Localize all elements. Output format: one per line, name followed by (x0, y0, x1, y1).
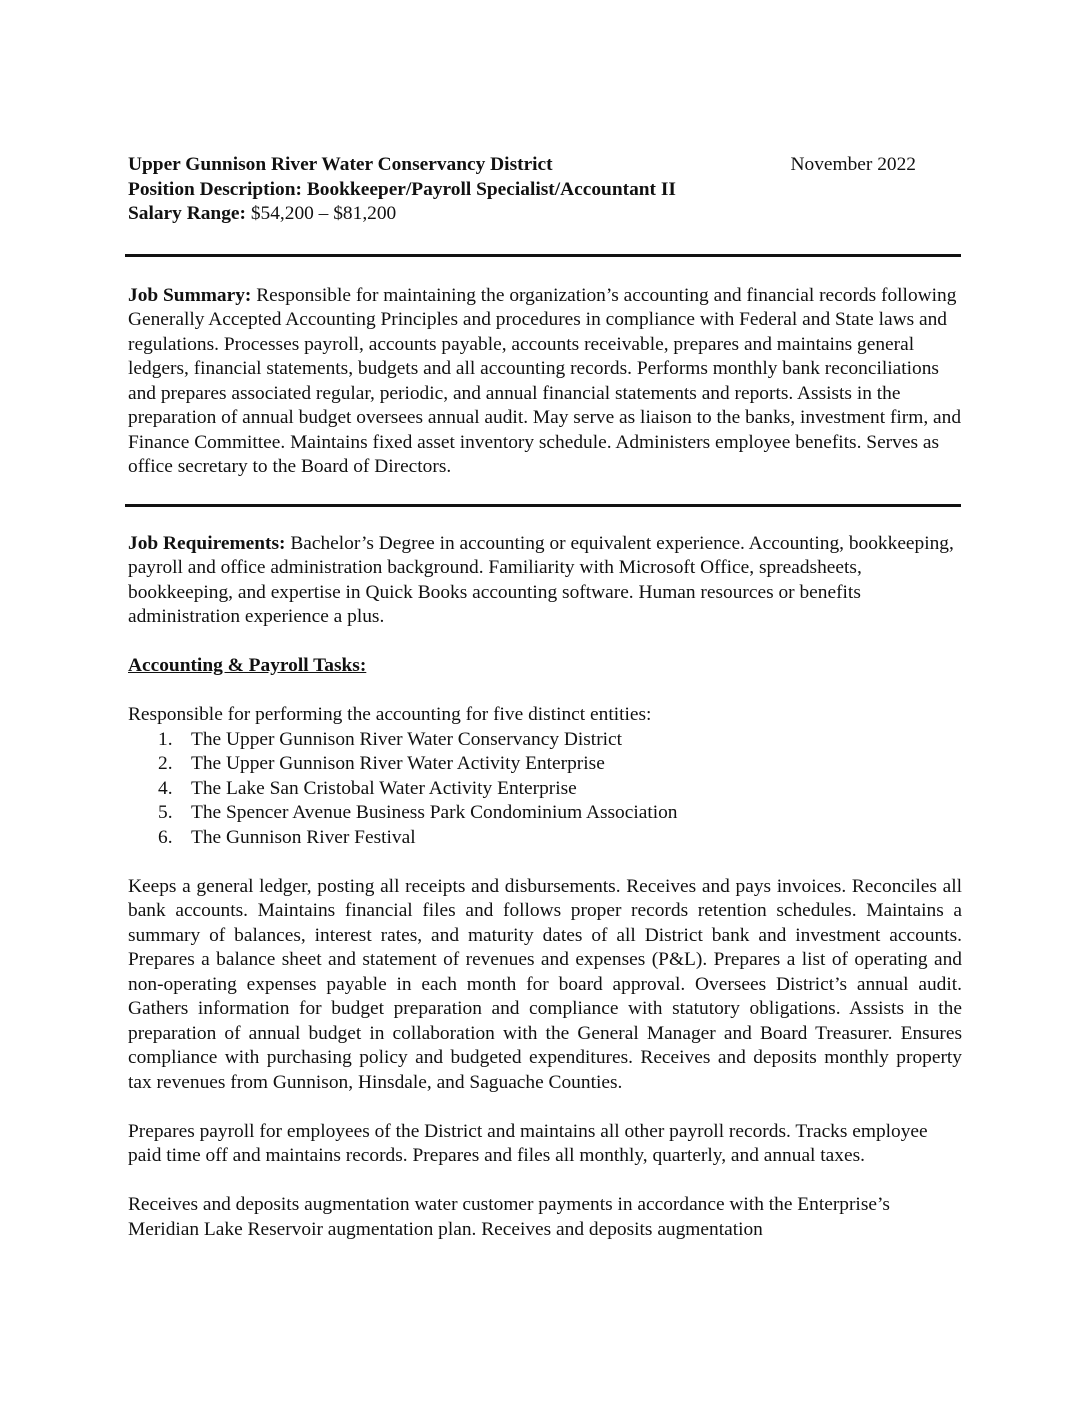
list-item-number: 6. (158, 826, 173, 848)
document-date: November 2022 (790, 154, 916, 175)
header-organization-line (128, 153, 962, 178)
document-page (128, 153, 962, 1242)
divider-rule (125, 254, 961, 257)
list-item-number: 2. (158, 753, 173, 774)
list-item (128, 801, 962, 826)
list-item (128, 777, 962, 802)
ledger-paragraph: Keeps a general ledger, posting all receipts and disbursements. Receives and pays invoices. Reconciles all bank accounts. Maintains financial files and follows proper records retention schedules. Maintains a summary of balances, interest rates, and maturity dates of all District bank and investment accounts. Prepares a balance sheet and statement of revenues and expenses (P&L). Prepares a list of operating and non-operating expenses payable in each month for board approval. Oversees District’s annual audit. Gathers information for budget preparation and compliance with statutory obligations. Assists in the preparation of annual budget in collaboration with the General Manager and Board Treasurer. Ensures compliance with purchasing policy and budgeted expenditures. Receives and deposits monthly property tax revenues from Gunnison, Hinsdale, and Saguache Counties. (128, 875, 962, 1093)
list-item (128, 728, 962, 753)
salary-label: Salary Range: (128, 203, 246, 224)
list-item-text: The Upper Gunnison River Water Activity Enterprise (191, 753, 605, 774)
list-item-text: The Lake San Cristobal Water Activity Enterprise (191, 777, 577, 799)
list-item (128, 752, 962, 777)
entities-intro: Responsible for performing the accounting for five distinct entities: (128, 704, 652, 725)
list-item-text: The Gunnison River Festival (191, 826, 416, 848)
job-summary-label: Job Summary: (128, 284, 252, 306)
job-requirements-text: Bachelor’s Degree in accounting or equivalent experience. Accounting, bookkeeping, payroll and office administration background. Familiarity with Microsoft Office, spreadsheets, bookkeeping, and expertise in Quick Books accounting software. Human resources or benefits administration experience a plus. (128, 532, 954, 627)
position-description: Position Description: Bookkeeper/Payroll Specialist/Accountant II (128, 178, 676, 200)
payroll-paragraph: Prepares payroll for employees of the District and maintains all other payroll records. Tracks employee paid time off and maintains records. Prepares and files all monthly, quarterly, and annual taxes. (128, 1120, 928, 1166)
augmentation-paragraph: Receives and deposits augmentation water customer payments in accordance with the Enterprise’s Meridian Lake Reservoir augmentation plan. Receives and deposits augmentation (128, 1194, 890, 1240)
list-item (128, 826, 962, 851)
list-item-text: The Spencer Avenue Business Park Condominium Association (191, 802, 678, 823)
list-item-text: The Upper Gunnison River Water Conservancy District (191, 728, 623, 750)
list-item-number: 1. (158, 728, 173, 750)
job-requirements-label: Job Requirements: (128, 532, 286, 554)
list-item-number: 4. (158, 777, 173, 799)
section-heading-accounting-payroll: Accounting & Payroll Tasks: (128, 654, 367, 676)
header-salary-line (128, 202, 962, 227)
list-item-number: 5. (158, 802, 173, 823)
salary-value: $54,200 – $81,200 (245, 203, 397, 224)
entity-list (128, 728, 962, 851)
header-position-line (128, 178, 962, 203)
job-summary-paragraph (128, 284, 962, 480)
organization-name: Upper Gunnison River Water Conservancy District (128, 154, 553, 175)
job-requirements-paragraph (128, 532, 962, 630)
job-summary-text: Responsible for maintaining the organization’s accounting and financial records following Generally Accepted Accounting Principles and procedures in compliance with Federal and State laws and regulations. Processes payroll, accounts payable, accounts receivable, prepares and maintains general ledgers, financial statements, budgets and all accounting records. Performs monthly bank reconciliations and prepares associated regular, periodic, and annual financial statements and reports. Assists in the preparation of annual budget oversees annual audit. May serve as liaison to the banks, investment firm, and Finance Committee. Maintains fixed asset inventory schedule. Administers employee benefits. Serves as office secretary to the Board of Directors. (128, 284, 962, 477)
divider-rule (125, 504, 961, 507)
